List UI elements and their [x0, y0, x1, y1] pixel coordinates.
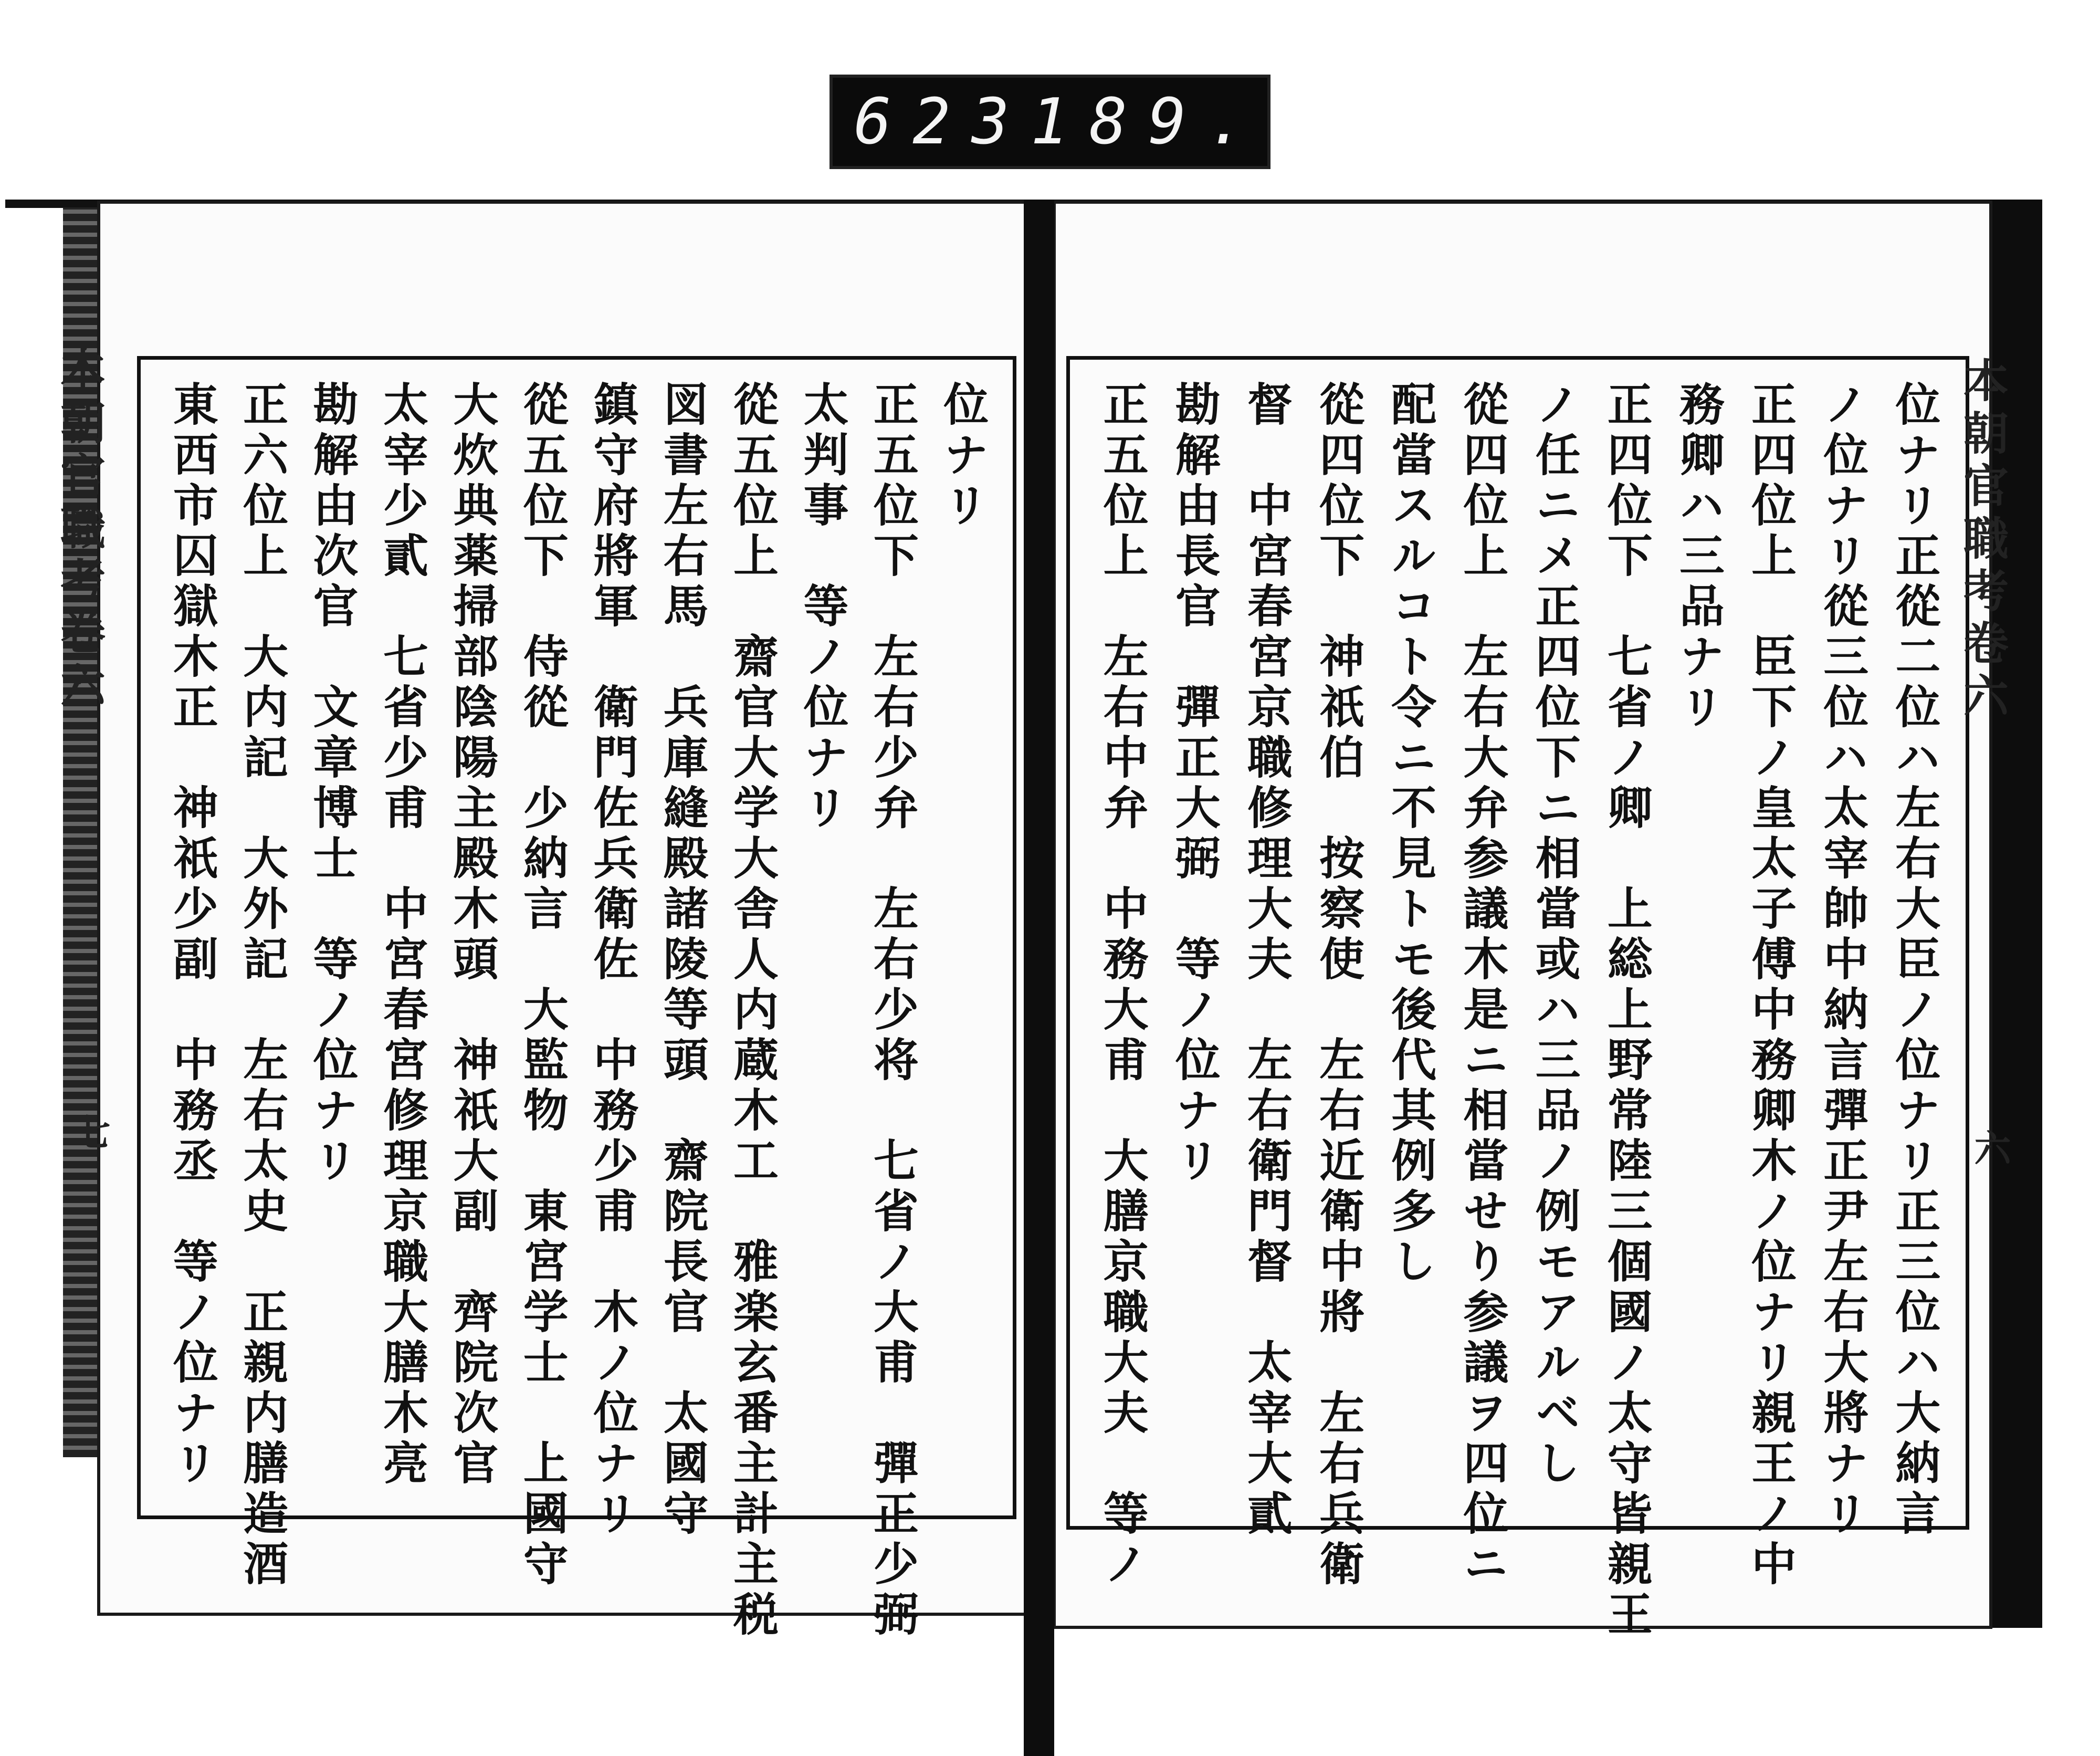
text-column: 勘解由長官 彈正大弼 等ノ位ナリ: [1167, 381, 1221, 1187]
archive-label: [830, 75, 1270, 169]
text-column: 正四位下 七省ノ卿 上総上野常陸三個國ノ太守皆親王: [1599, 381, 1653, 1641]
left-page: [97, 201, 1029, 1641]
text-column: 勘解由次官 文章博士 等ノ位ナリ: [305, 381, 359, 1187]
text-column: 務卿ハ三品ナリ: [1671, 381, 1725, 734]
right-page-number: 六: [1968, 1129, 2012, 1166]
text-column: 大炊典薬掃部陰陽主殿木頭 神祇大副 齊院次官: [445, 381, 499, 1490]
right-text-frame: [1066, 356, 1969, 1641]
archive-number-left: 623: [854, 85, 1031, 159]
text-column: ノ任ニメ正四位下ニ相當或ハ三品ノ例モアルベし: [1527, 381, 1581, 1490]
book-spine: [1024, 200, 1054, 1756]
text-column: 從五位上 齋官大学大舎人内蔵木工 雅楽玄番主計主税: [726, 381, 779, 1641]
text-column: 配當スルコト令ニ不見トモ後代其例多し: [1383, 381, 1437, 1288]
text-column: 太判事 等ノ位ナリ: [795, 381, 849, 834]
text-column: 東西市囚獄木正 神祇少副 中務丞 等ノ位ナリ: [165, 381, 218, 1490]
left-text-frame: [137, 356, 1016, 1641]
left-page-number: 七: [68, 1113, 111, 1150]
text-column: 鎮守府將軍 衛門佐兵衛佐 中務少甫 木ノ位ナリ: [585, 381, 639, 1540]
text-column: 正五位下 左右少弁 左右少将 七省ノ大甫 彈正少弼: [865, 381, 919, 1641]
left-running-title: 本朝官職考卷六: [52, 347, 106, 714]
text-column: 太宰少貳 七省少甫 中宮春宮修理京職大膳木亮: [375, 381, 428, 1490]
text-column: 位ナリ: [936, 381, 989, 532]
text-column: 督 中宮春宮京職修理大夫 左右衛門督 太宰大貳: [1239, 381, 1293, 1540]
text-column: 正五位上 左右中弁 中務大甫 大膳京職大夫 等ノ: [1095, 381, 1149, 1591]
right-page: [1053, 201, 1992, 1641]
right-running-title: 本朝官職考卷六: [1956, 357, 2009, 725]
text-column: 從四位下 神祇伯 按察使 左右近衛中將 左右兵衛: [1311, 381, 1365, 1591]
archive-number-right: 189.: [1030, 85, 1266, 159]
text-column: 図書左右馬 兵庫縫殿諸陵等頭 齋院長官 太國守: [655, 381, 709, 1540]
text-column: 從四位上 左右大弁参議木是ニ相當せり参議ヲ四位ニ: [1455, 381, 1509, 1591]
text-column: 位ナリ正從二位ハ左右大臣ノ位ナリ正三位ハ大納言: [1887, 381, 1941, 1540]
text-column: 正四位上 臣下ノ皇太子傅中務卿木ノ位ナリ親王ノ中: [1744, 381, 1797, 1591]
text-column: ノ位ナリ從三位ハ太宰帥中納言彈正尹左右大將ナリ: [1815, 381, 1869, 1540]
text-column: 正六位上 大内記 大外記 左右太史 正親内膳造酒: [235, 381, 289, 1591]
text-column: 從五位下 侍從 少納言 大監物 東宮学士 上國守: [515, 381, 569, 1591]
